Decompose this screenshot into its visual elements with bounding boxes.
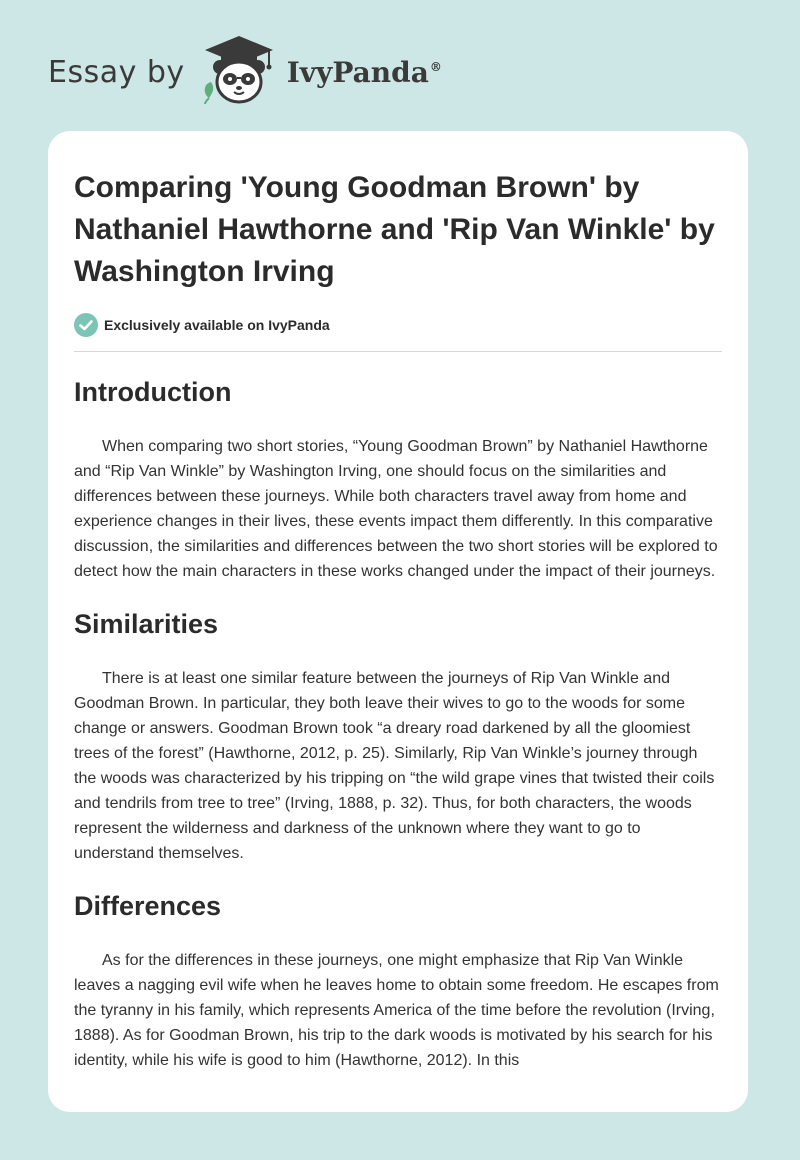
page-title: Comparing 'Young Goodman Brown' by Nathaniel Hawthorne and 'Rip Van Winkle' by Washington Irving [74,171,715,288]
title-divider [74,351,722,352]
brand-prefix: Essay by [48,54,185,90]
section-body-differences: As for the differences in these journeys, one might emphasize that Rip Van Winkle leaves a nagging evil wife when he leaves home to obtain some freedom. He escapes from the tyranny in his family, which represents America of the time before the revolution (Irving, 1888). As for Goodman Brown, his trip to the dark woods is motivated by his search for his identity, while his wife is good to him (Hawthorne, 2012). In this [74,952,719,1069]
section-heading-differences: Differences [74,891,222,921]
section-body-introduction: When comparing two short stories, “Young Goodman Brown” by Nathaniel Hawthorne and “Rip Van Winkle” by Washington Irving, one should focus on the similarities and differences between these journeys. While both characters travel away from home and experience changes in their lives, these events impact them differently. In this comparative discussion, the similarities and differences between the two short stories will be explored to detect how the main characters in these works changed under the impact of their journeys. [74,438,718,580]
section-heading-similarities: Similarities [74,609,219,639]
exclusive-badge-text: Exclusively available on IvyPanda [104,317,330,333]
section-body-similarities: There is at least one similar feature between the journeys of Rip Van Winkle and Goodman Brown. In particular, they both leave their wives to go to the woods for some change or answers. Goodman Brown took “a dreary road darkened by all the gloomiest trees of the forest” (Hawthorne, 2012, p. 25). Similarly, Rip Van Winkle’s journey through the woods was characterized by his tripping on “the wild grape vines that twisted their coils and tendrils from tree to tree” (Irving, 1888, p. 32). Thus, for both characters, the woods represent the wilderness and darkness of the unknown where they want to go to understand themselves. [74,670,715,862]
brand-name[interactable]: IvyPanda® [286,55,442,89]
panda-logo-icon[interactable] [199,34,279,111]
exclusive-badge [74,313,722,337]
check-circle-icon [74,313,98,337]
site-header [48,36,442,108]
essay-card [48,131,748,1112]
section-heading-introduction: Introduction [74,377,232,407]
